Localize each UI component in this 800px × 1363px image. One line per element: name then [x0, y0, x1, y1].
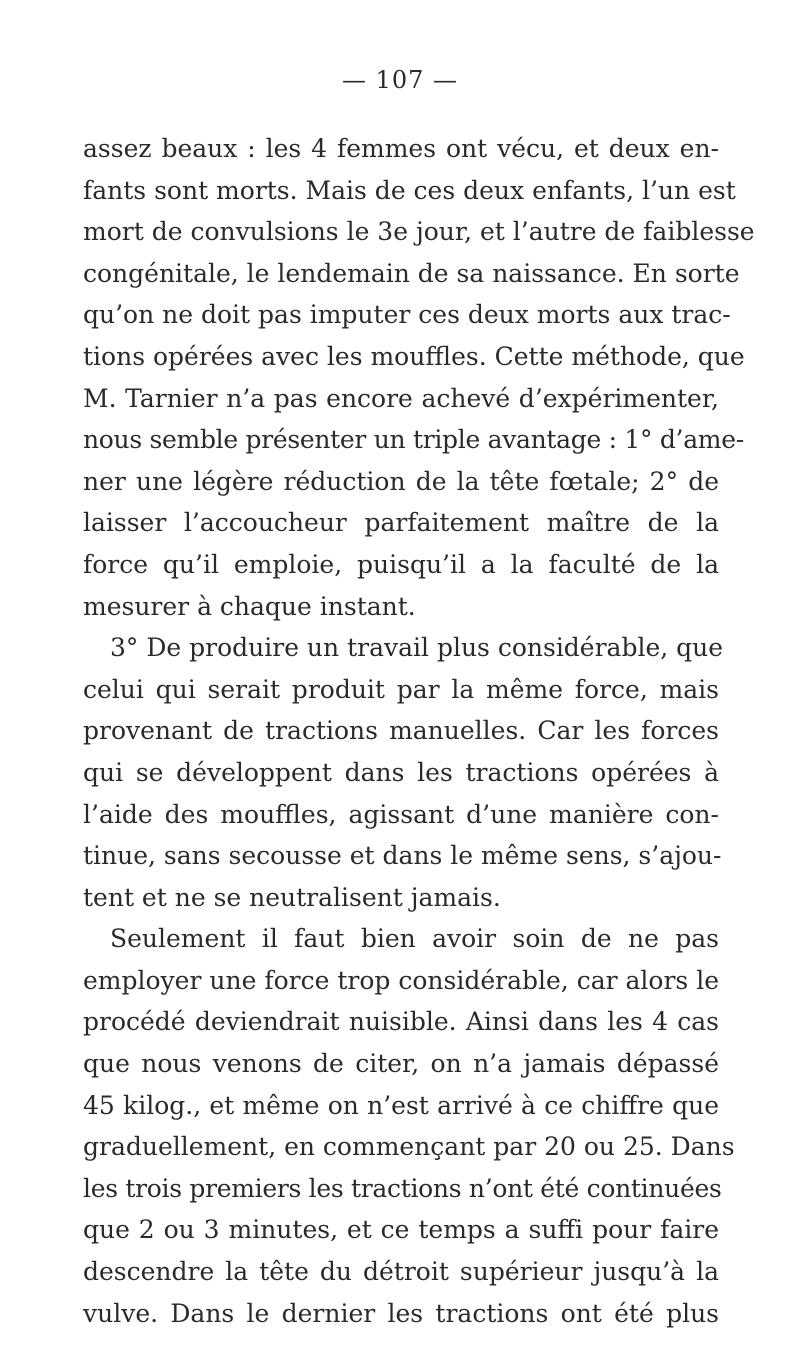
text-line: laisser l’accoucheur parfaitement maître de la — [83, 508, 719, 538]
text-line: que nous venons de citer, on n’a jamais dépassé — [83, 1049, 719, 1079]
text-line: ner une légère réduction de la tête fœtale; 2° de — [83, 466, 719, 496]
text-line: descendre la tête du détroit supérieur jusqu’à la — [83, 1257, 719, 1287]
text-line: mort de convulsions le 3e jour, et l’autre de faiblesse — [83, 217, 755, 247]
text-line: fants sont morts. Mais de ces deux enfants, l’un est — [83, 175, 736, 205]
page-body — [83, 128, 755, 1334]
text-line: l’aide des mouffles, agissant d’une manière con- — [83, 799, 719, 829]
text-line: M. Tarnier n’a pas encore achevé d’expérimenter, — [83, 383, 719, 413]
text-line: que 2 ou 3 minutes, et ce temps a suffi pour faire — [83, 1215, 719, 1245]
text-line: mesurer à chaque instant. — [83, 591, 416, 621]
text-line: graduellement, en commençant par 20 ou 25. Dans — [83, 1132, 735, 1162]
text-line: les trois premiers les tractions n’ont été continuées — [83, 1173, 722, 1203]
page-number: — 107 — — [341, 66, 459, 94]
text-line: Seulement il faut bien avoir soin de ne pas — [110, 924, 719, 954]
text-line: tent et ne se neutralisent jamais. — [83, 882, 501, 912]
text-line: provenant de tractions manuelles. Car les forces — [83, 716, 719, 746]
text-line: tions opérées avec les mouffles. Cette méthode, que — [83, 341, 745, 371]
text-line: employer une force trop considérable, car alors le — [83, 965, 719, 995]
text-line: 45 kilog., et même on n’est arrivé à ce chiffre que — [83, 1090, 719, 1120]
text-line: procédé deviendrait nuisible. Ainsi dans les 4 cas — [83, 1007, 719, 1037]
text-line: vulve. Dans le dernier les tractions ont été plus — [83, 1298, 719, 1328]
text-line: assez beaux : les 4 femmes ont vécu, et deux en- — [83, 134, 719, 163]
text-line: qui se développent dans les tractions opérées à — [83, 757, 719, 787]
text-line: nous semble présenter un triple avantage : 1° d’ame- — [83, 425, 744, 455]
text-line: 3° De produire un travail plus considérable, que — [110, 633, 724, 663]
text-line: tinue, sans secousse et dans le même sens, s’ajou- — [83, 841, 722, 871]
text-line: congénitale, le lendemain de sa naissance. En sorte — [83, 258, 740, 288]
text-line: celui qui serait produit par la même force, mais — [83, 674, 719, 704]
text-line: force qu’il emploie, puisqu’il a la faculté de la — [83, 549, 719, 579]
text-line: qu’on ne doit pas imputer ces deux morts aux trac- — [83, 300, 731, 330]
